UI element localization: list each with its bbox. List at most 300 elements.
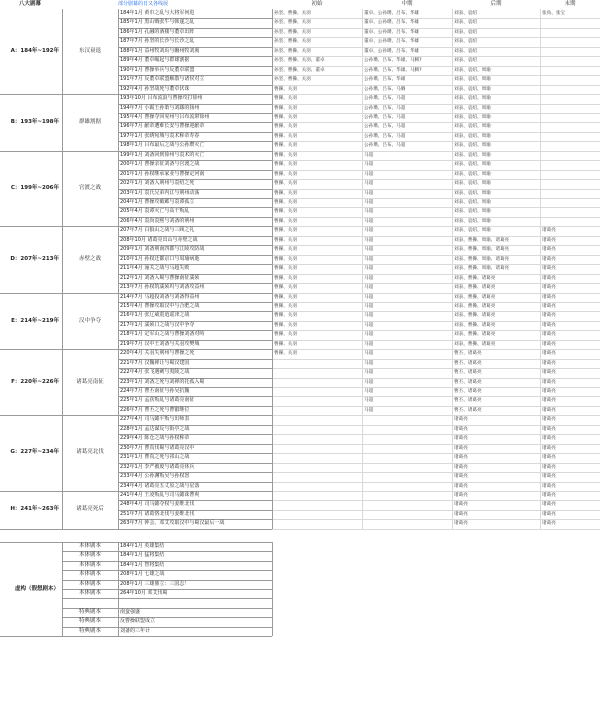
faction-cell: 刘表、袁绍、周瑜 xyxy=(454,143,491,149)
faction-cell: 孙坚、曹操、关羽 xyxy=(274,39,311,45)
event-row[interactable]: 210年1月 孙权迁都京口与周瑜病逝 xyxy=(120,255,200,262)
faction-cell: 马超 xyxy=(364,379,374,385)
faction-cell: 刘表、袁绍、周瑜 xyxy=(454,67,491,73)
faction-cell xyxy=(540,189,600,198)
faction-cell: 马超 xyxy=(364,162,374,168)
virtual-scenario[interactable]: 208年1月 七雄之战 xyxy=(120,571,165,578)
faction-cell: 曹操、关羽 xyxy=(274,237,297,243)
event-row[interactable]: 220年4月 关羽失荆州与曹操之死 xyxy=(120,350,195,357)
event-row[interactable]: 206年4月 袁尚袁熙与刘备的荆州 xyxy=(120,217,195,224)
faction-cell: 马超 xyxy=(364,181,374,187)
grid-line xyxy=(118,9,119,529)
faction-cell xyxy=(540,179,600,188)
event-row[interactable]: 230年7月 曹真伐蜀与诸葛亮汉中 xyxy=(120,444,195,451)
event-row[interactable]: 209年1月 刘备荆南四郡与江陵攻防战 xyxy=(120,246,205,253)
grid-line xyxy=(540,9,541,529)
faction-cell xyxy=(362,463,452,472)
event-row[interactable]: 222年4月 张飞遇刺与夷陵之战 xyxy=(120,369,190,376)
faction-cell: 董卓、公孙瓒、吕布、华雄 xyxy=(364,29,420,35)
faction-cell: 曹丕、诸葛亮 xyxy=(454,407,482,413)
faction-cell xyxy=(362,482,452,491)
event-row[interactable]: 231年1月 曹真之死与祁山之战 xyxy=(120,454,190,461)
faction-cell: 马超 xyxy=(364,247,374,253)
faction-cell xyxy=(272,396,362,405)
faction-cell xyxy=(540,160,600,169)
faction-cell xyxy=(540,113,600,122)
virtual-type: 本体剧本 xyxy=(78,542,101,549)
event-row[interactable]: 198年1月 吕布最后之战与公孙瓒灭亡 xyxy=(120,142,205,149)
event-row[interactable]: 204年1月 曹操攻破邺与袁谭孤立 xyxy=(120,199,195,205)
faction-cell: 张角、张宝 xyxy=(542,11,565,16)
faction-cell: 诸葛亮 xyxy=(542,389,556,394)
faction-cell: 曹丕、诸葛亮 xyxy=(454,360,482,366)
era-label: E：214年~219年 xyxy=(11,317,59,324)
faction-cell xyxy=(540,170,600,179)
faction-cell: 曹操、关羽 xyxy=(274,285,297,291)
virtual-scenario[interactable]: 反曹操联盟成立 xyxy=(120,618,156,625)
virtual-type xyxy=(62,598,118,607)
event-row[interactable]: 219年7月 汉中王刘备与关羽攻樊城 xyxy=(120,340,200,347)
faction-cell xyxy=(362,500,452,509)
faction-cell: 诸葛亮 xyxy=(542,398,556,404)
event-row[interactable]: 228年1月 孟达谋反与街亭之战 xyxy=(120,425,190,432)
faction-cell xyxy=(272,387,362,396)
header-faction-1: 初始 xyxy=(311,1,323,7)
faction-cell xyxy=(540,132,600,141)
faction-cell: 马超 xyxy=(364,398,374,404)
era-category: 汉中争夺 xyxy=(78,317,101,324)
faction-cell: 曹操、关羽 xyxy=(274,218,297,224)
faction-cell: 刘表、袁绍、周瑜 xyxy=(454,218,491,224)
faction-cell: 曹操、关羽 xyxy=(274,313,297,319)
event-row[interactable]: 202年1月 刘备入荆州与袁绍之死 xyxy=(120,180,195,187)
virtual-label: 虚构（假想剧本） xyxy=(14,585,59,592)
faction-cell: 诸葛亮 xyxy=(542,407,556,413)
faction-cell: 刘表、袁绍 xyxy=(454,39,477,45)
faction-cell: 刘表、袁绍 xyxy=(454,48,477,54)
virtual-type: 本体剧本 xyxy=(78,552,101,559)
event-row[interactable]: 189年4月 董卓崛起与群雄割据 xyxy=(120,57,190,64)
era-category: 群雄割据 xyxy=(78,119,101,126)
faction-cell: 曹操、关羽 xyxy=(274,190,297,196)
faction-cell: 诸葛亮 xyxy=(542,455,556,461)
faction-cell xyxy=(540,217,600,226)
faction-cell: 孙坚、曹操、关羽 xyxy=(274,77,311,83)
event-row[interactable]: 232年1月 李严被废与诸葛亮休兵 xyxy=(120,463,195,470)
faction-cell xyxy=(272,359,362,368)
faction-cell: 马超 xyxy=(364,266,374,272)
faction-cell: 孙坚、曹操、关羽、董卓 xyxy=(274,67,325,73)
faction-cell: 刘表、袁绍、周瑜 xyxy=(454,105,491,111)
faction-cell xyxy=(540,94,600,103)
faction-cell: 马超 xyxy=(364,190,374,196)
faction-cell: 诸葛亮 xyxy=(454,426,468,432)
event-row[interactable]: 223年1月 刘备之死与刘禅的托孤入蜀 xyxy=(120,378,205,385)
virtual-scenario[interactable]: 刘备的三年计 xyxy=(120,627,151,634)
faction-cell: 刘表、袁绍、周瑜 xyxy=(454,133,491,139)
faction-cell xyxy=(362,425,452,434)
event-row[interactable]: 216年1月 张辽威震逍遥津之战 xyxy=(120,312,190,319)
faction-cell: 诸葛亮 xyxy=(542,322,556,328)
faction-cell xyxy=(540,85,600,94)
faction-cell: 诸葛亮 xyxy=(454,511,468,517)
faction-cell: 公孙瓒、吕布、马超 xyxy=(364,124,406,130)
faction-cell xyxy=(362,510,452,519)
faction-cell: 马超 xyxy=(364,360,374,366)
header-scenarios: 八大剧幕 xyxy=(18,1,41,7)
faction-cell: 曹丕、诸葛亮 xyxy=(454,379,482,385)
event-row[interactable]: 203年1月 袁氏兄弟内讧与荆州动荡 xyxy=(120,189,200,196)
era-label: C：199年~206年 xyxy=(10,184,59,191)
faction-cell: 刘表、曹操、诸葛亮 xyxy=(454,303,496,309)
faction-cell: 马超 xyxy=(364,218,374,224)
faction-cell: 刘表、曹操、诸葛亮 xyxy=(454,322,496,328)
virtual-scenario[interactable]: 264年10月 邓艾伐蜀 xyxy=(120,590,168,596)
faction-cell: 曹操、关羽 xyxy=(274,181,297,187)
event-row[interactable]: 184年1月 黄巾之乱与大将军何进 xyxy=(120,10,195,16)
virtual-scenario xyxy=(118,598,272,607)
event-row[interactable]: 213年7月 孙权筑濡须坞与刘备攻益州 xyxy=(120,284,205,291)
faction-cell xyxy=(540,141,600,150)
faction-cell: 曹操、关羽 xyxy=(274,143,297,149)
faction-cell: 刘表、袁绍、周瑜 xyxy=(454,162,491,168)
faction-cell: 刘表、袁绍、周瑜 xyxy=(454,96,491,102)
grid-line xyxy=(118,542,119,637)
grid-line xyxy=(62,9,63,529)
faction-cell: 诸葛亮 xyxy=(454,474,468,480)
faction-cell: 诸葛亮 xyxy=(454,464,468,470)
grid-line xyxy=(0,529,272,530)
virtual-type: 本体剧本 xyxy=(78,571,101,578)
faction-cell: 诸葛亮 xyxy=(542,436,556,442)
faction-cell: 诸葛亮 xyxy=(454,417,468,423)
event-row[interactable]: 188年1月 益州牧刘焉与幽州牧刘虞 xyxy=(120,47,200,54)
virtual-type: 特典剧本 xyxy=(78,608,101,615)
event-row[interactable]: 194年7月 小霸王孙策与刘繇的扬州 xyxy=(120,104,200,111)
faction-cell xyxy=(272,406,362,415)
event-row[interactable]: 221年7月 汉魏禅让与蜀汉建国 xyxy=(120,359,190,366)
faction-cell xyxy=(540,66,600,75)
event-row[interactable]: 185年1月 黑山贼张牛与韩遂之乱 xyxy=(120,19,195,26)
faction-cell: 诸葛亮 xyxy=(542,483,556,489)
faction-cell: 刘表、袁绍、周瑜 xyxy=(454,190,491,196)
virtual-type: 本体剧本 xyxy=(78,590,101,596)
grid-line xyxy=(362,9,363,529)
faction-cell: 公孙瓒、吕布、马超 xyxy=(364,143,406,149)
faction-cell xyxy=(362,453,452,462)
faction-cell: 刘表、袁绍、周瑜 xyxy=(454,228,491,234)
event-row[interactable]: 193年10月 吕布流浪与曹操攻打徐州 xyxy=(120,95,203,102)
faction-cell: 孙坚、曹操、关羽 xyxy=(274,20,311,26)
faction-cell: 孙坚、曹操、关羽、董卓 xyxy=(274,58,325,64)
event-row[interactable]: 225年1月 孟获叛乱与诸葛亮南征 xyxy=(120,397,195,404)
faction-cell: 诸葛亮 xyxy=(542,370,556,376)
faction-cell: 诸葛亮 xyxy=(542,294,556,300)
event-row[interactable]: 226年7月 曹丕之死与曹叡继位 xyxy=(120,406,190,413)
faction-cell: 马超 xyxy=(364,370,374,376)
faction-cell: 马超 xyxy=(364,351,374,357)
era-label: H：241年~263年 xyxy=(10,505,59,512)
event-row[interactable]: 263年7月 钟会、邓艾攻取汉中与蜀汉最后一战 xyxy=(120,520,225,527)
virtual-scenario[interactable]: 184年1月 智将集结 xyxy=(120,561,165,568)
faction-cell xyxy=(540,207,600,216)
faction-cell: 马超 xyxy=(364,275,374,281)
faction-cell: 曹丕、诸葛亮 xyxy=(454,370,482,376)
era-label: G：227年~234年 xyxy=(10,449,59,456)
event-row[interactable]: 195年4月 曹操夺回兖州与吕布流窜徐州 xyxy=(120,113,210,120)
event-row[interactable]: 199年1月 刘备回到徐州与袁术的灭亡 xyxy=(120,151,205,158)
faction-cell: 诸葛亮 xyxy=(542,237,556,243)
event-row[interactable]: 205年4月 袁谭灭亡与高干叛乱 xyxy=(120,208,190,215)
event-row[interactable]: 208年10月 诸葛亮出山与赤壁之战 xyxy=(120,236,198,243)
faction-cell xyxy=(540,37,600,46)
event-row[interactable]: 201年1月 孙权继承家业与曹操定河南 xyxy=(120,170,205,177)
event-row[interactable]: 217年1月 濡须口之战与汉中争夺 xyxy=(120,321,195,328)
event-row[interactable]: 227年4月 司马懿平叛与出师表 xyxy=(120,416,190,423)
faction-cell: 诸葛亮 xyxy=(454,436,468,442)
faction-cell xyxy=(272,425,362,434)
faction-cell: 诸葛亮 xyxy=(542,445,556,451)
header-link[interactable]: 部分剧幕的日又各线展 xyxy=(118,1,169,7)
era-category: 东汉衰退 xyxy=(78,48,101,54)
faction-cell: 马超 xyxy=(364,332,374,338)
faction-cell: 刘表、曹操、诸葛亮 xyxy=(454,294,496,300)
faction-cell: 马超 xyxy=(364,256,374,262)
faction-cell: 诸葛亮 xyxy=(542,351,556,357)
faction-cell: 曹操、关羽 xyxy=(274,266,297,272)
grid-line xyxy=(452,9,453,529)
faction-cell xyxy=(272,434,362,443)
event-row[interactable]: 190年1月 曹操举兵与反董卓联盟 xyxy=(120,66,195,73)
faction-cell: 诸葛亮 xyxy=(454,455,468,461)
faction-cell xyxy=(540,198,600,207)
virtual-scenario[interactable]: 184年1月 猛将集结 xyxy=(120,552,165,559)
faction-cell xyxy=(272,472,362,481)
era-category: 赤壁之战 xyxy=(78,256,101,263)
event-row[interactable]: 251年7月 诸葛恪北伐与姜维北伐 xyxy=(120,510,195,517)
grid-line xyxy=(272,542,273,637)
grid-line xyxy=(0,636,272,637)
faction-cell: 公孙瓒、吕布、华雄、马腾? xyxy=(364,67,422,73)
faction-cell xyxy=(362,415,452,424)
era-category: 诸葛亮南征 xyxy=(76,379,104,386)
faction-cell: 诸葛亮 xyxy=(542,474,556,480)
event-row[interactable]: 215年4月 曹操攻取汉中与合肥之战 xyxy=(120,302,200,309)
faction-cell: 曹操、关羽 xyxy=(274,303,297,309)
faction-cell xyxy=(272,491,362,500)
event-row[interactable]: 234年4月 诸葛亮五丈原之战与星落 xyxy=(120,482,200,489)
faction-cell: 诸葛亮 xyxy=(542,247,556,253)
faction-cell: 曹操、关羽 xyxy=(274,124,297,130)
grid-line xyxy=(62,542,63,637)
faction-cell: 马超 xyxy=(364,228,374,234)
faction-cell: 曹操、关羽 xyxy=(274,322,297,328)
faction-cell: 董卓、公孙瓒、吕布、华雄 xyxy=(364,48,420,54)
faction-cell: 刘表、袁绍 xyxy=(454,29,477,35)
faction-cell: 刘表、袁绍、周瑜 xyxy=(454,171,491,177)
faction-cell: 诸葛亮 xyxy=(542,417,556,423)
faction-cell: 曹操、关羽 xyxy=(274,247,297,253)
era-category: 官渡之战 xyxy=(78,184,101,191)
faction-cell: 刘表、曹操、诸葛亮 xyxy=(454,275,496,281)
era-label: D：207年~213年 xyxy=(10,256,59,263)
faction-cell xyxy=(272,453,362,462)
faction-cell: 曹操、关羽 xyxy=(274,114,297,120)
faction-cell xyxy=(540,56,600,65)
faction-cell: 马超 xyxy=(364,171,374,177)
faction-cell: 马超 xyxy=(364,313,374,319)
faction-cell xyxy=(540,122,600,131)
faction-cell xyxy=(540,47,600,56)
faction-cell xyxy=(272,378,362,387)
event-row[interactable]: 241年4月 王凌叛乱与司马懿诛曹爽 xyxy=(120,491,200,498)
faction-cell: 公孙瓒、吕布、马腾 xyxy=(364,86,406,92)
faction-cell: 诸葛亮 xyxy=(542,266,556,272)
faction-cell: 刘表、袁绍、周瑜 xyxy=(454,200,491,205)
faction-cell: 公孙瓒、吕布、马超 xyxy=(364,133,406,139)
faction-cell: 诸葛亮 xyxy=(542,285,556,291)
faction-cell: 诸葛亮 xyxy=(542,332,556,338)
virtual-scenario[interactable]: 南蛮强盛 xyxy=(120,608,141,615)
event-row[interactable]: 191年7月 反董卓联盟解散与诸侯对立 xyxy=(120,76,205,83)
virtual-type: 本体剧本 xyxy=(78,580,101,587)
faction-cell xyxy=(362,519,452,528)
faction-cell: 马超 xyxy=(364,322,374,328)
event-row[interactable]: 212年1月 刘备入蜀与曹操南征濡须 xyxy=(120,274,200,281)
grid-line xyxy=(272,529,600,530)
faction-cell: 曹操、关羽 xyxy=(274,209,297,215)
faction-cell: 刘表、袁绍、周瑜 xyxy=(454,114,491,120)
faction-cell: 曹操、关羽 xyxy=(274,351,297,357)
faction-cell: 曹操、关羽 xyxy=(274,133,297,139)
faction-cell: 马超 xyxy=(364,294,374,300)
faction-cell xyxy=(540,104,600,113)
faction-cell: 诸葛亮 xyxy=(542,426,556,432)
faction-cell: 马超 xyxy=(364,200,374,205)
faction-cell: 董卓、公孙瓒、吕布、华雄 xyxy=(364,39,420,45)
faction-cell: 马超 xyxy=(364,341,374,347)
faction-cell: 刘表、袁绍、周瑜 xyxy=(454,181,491,187)
event-row[interactable]: 200年1月 曹操亲征刘备与官渡之战 xyxy=(120,161,200,168)
faction-cell: 公孙瓒、吕布、马超 xyxy=(364,105,406,111)
faction-cell: 马超 xyxy=(364,389,374,394)
faction-cell: 孙坚、曹操、关羽 xyxy=(274,29,311,35)
faction-cell xyxy=(272,415,362,424)
faction-cell: 刘表、曹操、周瑜、诸葛亮 xyxy=(454,256,510,262)
virtual-type: 特典剧本 xyxy=(78,618,101,625)
faction-cell: 刘表、曹操、诸葛亮 xyxy=(454,332,496,338)
faction-cell xyxy=(272,519,362,528)
header-faction-3: 后期 xyxy=(490,1,502,7)
faction-cell: 诸葛亮 xyxy=(542,228,556,234)
faction-cell: 刘表、曹操、周瑜、诸葛亮 xyxy=(454,237,510,243)
faction-cell xyxy=(272,463,362,472)
faction-cell: 马超 xyxy=(364,237,374,243)
faction-cell: 马超 xyxy=(364,209,374,215)
event-row[interactable]: 186年1月 孔融的酒楼与董卓出阵 xyxy=(120,28,195,35)
event-row[interactable]: 197年1月 张绣宛城与袁术称帝寿春 xyxy=(120,132,200,139)
faction-cell: 刘表、曹操、诸葛亮 xyxy=(454,313,496,319)
event-row[interactable]: 207年7月 白狼山之战与三顾之礼 xyxy=(120,227,195,234)
faction-cell: 诸葛亮 xyxy=(542,313,556,319)
faction-cell: 曹操、关羽 xyxy=(274,171,297,177)
faction-cell: 诸葛亮 xyxy=(542,492,556,498)
faction-cell: 曹操、关羽 xyxy=(274,228,297,234)
era-label: F：220年~226年 xyxy=(11,379,59,386)
faction-cell: 曹丕、诸葛亮 xyxy=(454,351,482,357)
faction-cell xyxy=(540,28,600,37)
faction-cell xyxy=(540,18,600,27)
event-row[interactable]: 214年7月 马超投刘备与刘备得益州 xyxy=(120,293,200,300)
header-faction-4: 末期 xyxy=(564,1,576,7)
faction-cell: 曹操、关羽 xyxy=(274,256,297,262)
faction-cell xyxy=(362,491,452,500)
faction-cell: 孙坚、曹操、关羽 xyxy=(274,48,311,54)
virtual-scenario[interactable]: 184年1月 英雄集结 xyxy=(120,542,165,549)
faction-cell: 诸葛亮 xyxy=(454,445,468,451)
faction-cell: 曹丕、诸葛亮 xyxy=(454,398,482,404)
faction-cell: 刘表、曹操、诸葛亮 xyxy=(454,285,496,291)
faction-cell: 刘表、袁绍、周瑜 xyxy=(454,209,491,215)
event-row[interactable]: 233年4月 公孙渊叛吴与孙权怒 xyxy=(120,473,190,480)
event-row[interactable]: 196年7月 献帝遭难长安与曹操迎献帝 xyxy=(120,123,205,130)
event-row[interactable]: 192年4月 孙坚战死与董卓伏诛 xyxy=(120,85,190,92)
faction-cell xyxy=(540,75,600,84)
faction-cell: 曹操、关羽 xyxy=(274,200,297,205)
faction-cell: 曹操、关羽 xyxy=(274,332,297,338)
faction-cell xyxy=(540,151,600,160)
faction-cell: 董卓、公孙瓒、吕布、华雄 xyxy=(364,11,420,16)
faction-cell: 诸葛亮 xyxy=(542,360,556,366)
era-category: 诸葛亮北伐 xyxy=(76,449,104,456)
faction-cell: 曹丕、诸葛亮 xyxy=(454,389,482,394)
faction-cell: 诸葛亮 xyxy=(542,511,556,517)
faction-cell: 公孙瓒、吕布、马超 xyxy=(364,96,406,102)
faction-cell: 诸葛亮 xyxy=(542,341,556,347)
event-row[interactable]: 224年7月 曹丕南征与孙吴抗魏 xyxy=(120,388,190,394)
era-label: A：184年~192年 xyxy=(10,48,59,54)
faction-cell: 诸葛亮 xyxy=(542,379,556,385)
faction-cell: 公孙瓒、吕布、华雄 xyxy=(364,77,406,83)
event-row[interactable]: 187年7月 孙坚的长沙与长沙之乱 xyxy=(120,38,195,45)
faction-cell: 刘表、袁绍、周瑜 xyxy=(454,124,491,130)
event-row[interactable]: 211年4月 潼关之战与马超失败 xyxy=(120,265,190,272)
faction-cell: 曹操、关羽 xyxy=(274,105,297,111)
faction-cell: 刘表、袁绍 xyxy=(454,11,477,16)
faction-cell: 诸葛亮 xyxy=(542,256,556,262)
faction-cell: 刘表、袁绍 xyxy=(454,58,477,64)
faction-cell: 曹操、关羽 xyxy=(274,162,297,168)
faction-cell xyxy=(362,434,452,443)
virtual-scenario[interactable]: 208年1月 三雄鼎立：三国志！ xyxy=(120,580,190,587)
faction-cell: 刘表、曹操、周瑜、诸葛亮 xyxy=(454,266,510,272)
event-row[interactable]: 229年4月 陈仓之战与孙权称帝 xyxy=(120,435,190,442)
faction-cell: 诸葛亮 xyxy=(454,521,468,527)
faction-cell: 曹操、关羽 xyxy=(274,96,297,102)
faction-cell: 诸葛亮 xyxy=(542,275,556,281)
faction-cell xyxy=(272,368,362,377)
faction-cell: 马超 xyxy=(364,303,374,309)
faction-cell: 刘表、袁绍、周瑜 xyxy=(454,152,491,158)
faction-cell: 刘表、曹操、周瑜、诸葛亮 xyxy=(454,247,510,253)
faction-cell: 刘表、曹操、诸葛亮 xyxy=(454,341,496,347)
event-row[interactable]: 248年4月 司马懿夺权与姜维北伐 xyxy=(120,501,195,508)
faction-cell: 诸葛亮 xyxy=(542,521,556,527)
faction-cell: 诸葛亮 xyxy=(542,303,556,309)
faction-cell: 董卓、公孙瓒、吕布、华雄 xyxy=(364,20,420,26)
event-row[interactable]: 218年1月 定军山之战与曹操刘备对峙 xyxy=(120,331,205,338)
faction-cell: 马超 xyxy=(364,152,374,158)
